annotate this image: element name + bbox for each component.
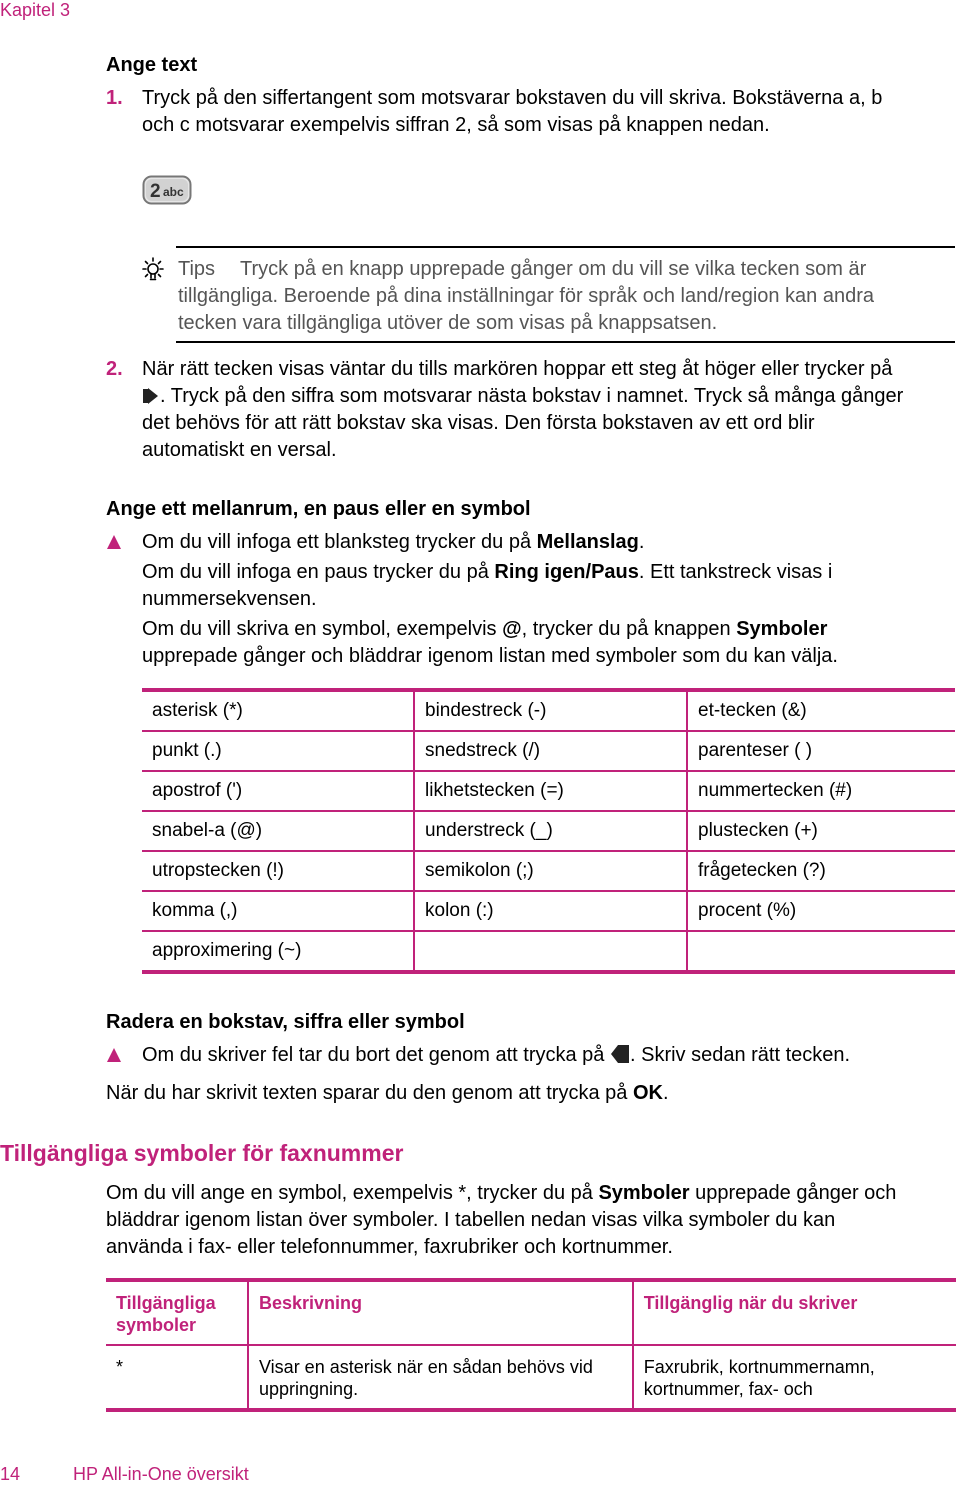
symbol-cell: kolon (:) xyxy=(414,891,687,931)
fax-p-line3: använda i fax- eller telefonnummer, faxrubriker och kortnummer. xyxy=(106,1236,673,1258)
symbol-cell: understreck (_) xyxy=(414,811,687,851)
triangle-bullet-icon xyxy=(106,534,122,550)
space-p2-line2: nummersekvensen. xyxy=(142,588,317,610)
space-p3-line2: upprepade gånger och bläddrar igenom listan med symboler som du kan välja. xyxy=(142,645,838,667)
symbol-cell: plustecken (+) xyxy=(687,811,955,851)
tip-line1: Tryck på en knapp upprepade gånger om du vill se vilka tecken som är xyxy=(240,258,867,280)
symbol-cell: utropstecken (!) xyxy=(142,851,414,891)
fax-table-header: Tillgänglig när du skriver xyxy=(633,1280,956,1345)
symbol-table xyxy=(142,688,955,974)
section-heading-enter-text: Ange text xyxy=(106,54,198,76)
symbol-table-row xyxy=(142,771,955,811)
fax-table-header-row xyxy=(106,1280,956,1345)
symbol-cell: nummertecken (#) xyxy=(687,771,955,811)
key-letters: abc xyxy=(163,185,184,199)
chapter-label: Kapitel 3 xyxy=(0,0,71,20)
delete-p1: Om du skriver fel tar du bort det genom att trycka på . Skriv sedan rätt tecken. xyxy=(142,1044,851,1066)
fax-p-line2: bläddrar igenom listan över symboler. I tabellen nedan visas vilka symboler du kan xyxy=(106,1209,836,1231)
symbol-cell xyxy=(687,931,955,972)
symbol-cell: snabel-a (@) xyxy=(142,811,414,851)
fax-table-cell: Visar en asterisk när en sådan behövs vid uppringning. xyxy=(248,1345,633,1410)
step2-line4: automatiskt en versal. xyxy=(142,439,337,461)
step2-line1: När rätt tecken visas väntar du tills markören hoppar ett steg åt höger eller trycker på xyxy=(142,358,893,380)
tip-label: Tips xyxy=(178,258,216,280)
space-p2: Om du vill infoga en paus trycker du på Ring igen/Paus. Ett tankstreck visas i xyxy=(142,561,833,583)
delete-p2: När du har skrivit texten sparar du den genom att trycka på OK. xyxy=(106,1082,669,1104)
symbol-table-row xyxy=(142,690,955,731)
tip-bottom-rule xyxy=(176,341,955,343)
symbol-cell: frågetecken (?) xyxy=(687,851,955,891)
symbol-table-row xyxy=(142,731,955,771)
key-digit: 2 xyxy=(150,181,161,202)
step-number-2: 2. xyxy=(106,358,123,380)
symbol-cell: procent (%) xyxy=(687,891,955,931)
fax-symbol-table xyxy=(106,1278,956,1412)
lightbulb-icon xyxy=(140,256,166,284)
fax-table-row xyxy=(106,1345,956,1410)
symbol-cell: punkt (.) xyxy=(142,731,414,771)
step-number-1: 1. xyxy=(106,87,123,109)
step1-line1: Tryck på den siffertangent som motsvarar bokstaven du vill skriva. Bokstäverna a, b xyxy=(142,87,883,109)
page-number: 14 xyxy=(0,1464,21,1484)
section-heading-space: Ange ett mellanrum, en paus eller en symbol xyxy=(106,498,531,520)
symbol-table-row xyxy=(142,851,955,891)
symbol-cell: semikolon (;) xyxy=(414,851,687,891)
section-heading-fax: Tillgängliga symboler för faxnummer xyxy=(0,1140,404,1166)
symbol-table-row xyxy=(142,811,955,851)
symbol-cell: approximering (~) xyxy=(152,940,302,961)
symbol-cell: komma (,) xyxy=(142,891,414,931)
symbol-cell: snedstreck (/) xyxy=(414,731,687,771)
tip-line3: tecken vara tillgängliga utöver de som visas på knappsatsen. xyxy=(178,312,718,334)
symbol-table-row xyxy=(142,891,955,931)
fax-table-cell: Faxrubrik, kortnummernamn, kortnummer, fax- och xyxy=(633,1345,956,1410)
symbol-table-row xyxy=(142,931,955,972)
tip-top-rule xyxy=(176,246,955,248)
footer-doc-title: HP All-in-One översikt xyxy=(73,1464,249,1484)
space-p3: Om du vill skriva en symbol, exempelvis @, trycker du på knappen Symboler xyxy=(142,618,828,640)
key-2abc-icon xyxy=(142,175,192,205)
symbol-cell: likhetstecken (=) xyxy=(414,771,687,811)
fax-p-line1: Om du vill ange en symbol, exempelvis *, trycker du på Symboler upprepade gånger och xyxy=(106,1182,897,1204)
fax-table-header: Beskrivning xyxy=(248,1280,633,1345)
symbol-cell: parenteser ( ) xyxy=(687,731,955,771)
space-p1: Om du vill infoga ett blanksteg trycker du på Mellanslag. xyxy=(142,531,645,553)
symbol-cell: apostrof (') xyxy=(142,771,414,811)
symbol-cell: bindestreck (-) xyxy=(414,690,687,731)
symbol-cell: et-tecken (&) xyxy=(687,690,955,731)
triangle-bullet-icon xyxy=(106,1047,122,1063)
step2-line2: . Tryck på den siffra som motsvarar nästa bokstav i namnet. Tryck så många gånger xyxy=(160,385,904,407)
symbol-cell xyxy=(414,931,687,972)
step1-line2: och c motsvarar exempelvis siffran 2, så som visas på knappen nedan. xyxy=(142,114,770,136)
section-heading-delete: Radera en bokstav, siffra eller symbol xyxy=(106,1011,465,1033)
tip-line2: tillgängliga. Beroende på dina inställningar för språk och land/region kan andra xyxy=(178,285,875,307)
step2-line3: det behövs för att rätt bokstav ska visas. Den första bokstaven av ett ord blir xyxy=(142,412,815,434)
backspace-key-icon xyxy=(610,1044,630,1064)
right-arrow-key-icon xyxy=(143,387,159,405)
fax-table-cell: * xyxy=(116,1357,124,1377)
fax-table-header: Tillgängliga symboler xyxy=(106,1280,248,1345)
symbol-cell: asterisk (*) xyxy=(142,690,414,731)
